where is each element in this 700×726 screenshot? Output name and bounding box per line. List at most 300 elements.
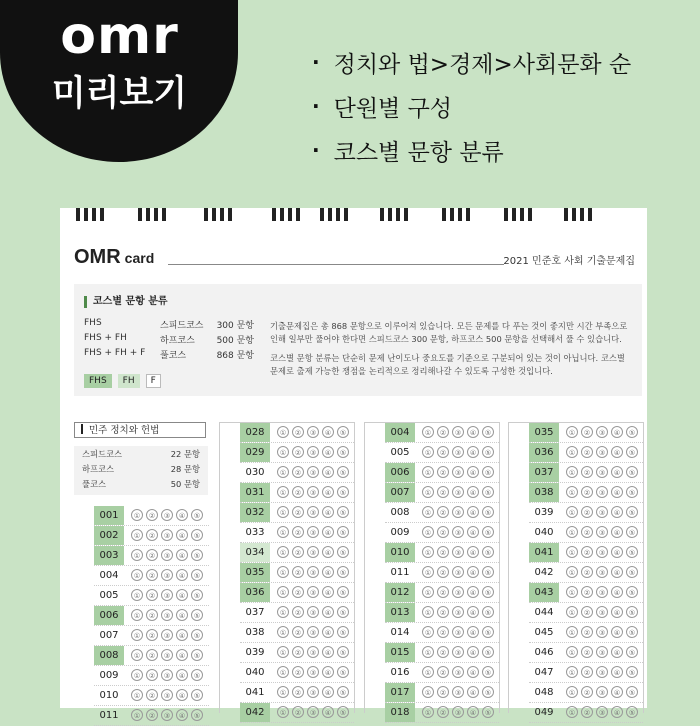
answer-bubble[interactable]: ③ <box>596 506 608 518</box>
answer-bubble[interactable]: ② <box>146 629 158 641</box>
answer-bubble[interactable]: ② <box>146 509 158 521</box>
answer-bubble[interactable]: ⑤ <box>626 646 638 658</box>
answer-bubble[interactable]: ① <box>277 566 289 578</box>
answer-bubble[interactable]: ① <box>277 486 289 498</box>
answer-bubble[interactable]: ② <box>581 566 593 578</box>
answer-bubble[interactable]: ② <box>292 426 304 438</box>
answer-bubble[interactable]: ① <box>277 526 289 538</box>
answer-bubble[interactable]: ② <box>437 426 449 438</box>
answer-bubble[interactable]: ⑤ <box>337 506 349 518</box>
answer-bubble[interactable]: ② <box>437 526 449 538</box>
answer-bubble[interactable]: ③ <box>161 569 173 581</box>
answer-bubble[interactable]: ⑤ <box>626 486 638 498</box>
answer-bubble[interactable]: ② <box>581 426 593 438</box>
answer-bubble[interactable]: ③ <box>452 626 464 638</box>
answer-bubble[interactable]: ③ <box>452 546 464 558</box>
answer-bubble[interactable]: ② <box>146 709 158 721</box>
answer-bubble[interactable]: ④ <box>176 549 188 561</box>
answer-bubble[interactable]: ④ <box>611 426 623 438</box>
answer-bubble[interactable]: ① <box>131 669 143 681</box>
answer-bubble[interactable]: ② <box>581 646 593 658</box>
answer-bubble[interactable]: ③ <box>452 586 464 598</box>
answer-row <box>385 443 499 463</box>
answer-bubble[interactable]: ① <box>422 606 434 618</box>
answer-bubble[interactable]: ⑤ <box>626 446 638 458</box>
answer-bubble[interactable]: ① <box>131 549 143 561</box>
answer-bubble[interactable]: ④ <box>611 646 623 658</box>
answer-bubble[interactable]: ⑤ <box>626 506 638 518</box>
answer-bubble[interactable]: ④ <box>467 426 479 438</box>
answer-bubble[interactable]: ① <box>277 706 289 718</box>
answer-bubble[interactable]: ⑤ <box>482 706 494 718</box>
answer-row <box>94 686 209 706</box>
answer-bubble[interactable]: ③ <box>161 549 173 561</box>
answer-row <box>240 623 354 643</box>
answer-bubble[interactable]: ② <box>581 546 593 558</box>
answer-bubble[interactable]: ④ <box>611 606 623 618</box>
answer-bubble[interactable]: ② <box>437 606 449 618</box>
answer-bubble[interactable]: ③ <box>596 626 608 638</box>
answer-bubble[interactable]: ⑤ <box>626 706 638 718</box>
answer-bubble[interactable]: ⑤ <box>482 626 494 638</box>
answer-bubble[interactable]: ③ <box>452 646 464 658</box>
answer-bubble[interactable]: ② <box>292 466 304 478</box>
answer-bubble[interactable]: ③ <box>596 446 608 458</box>
answer-bubble[interactable]: ④ <box>322 506 334 518</box>
answer-bubble[interactable]: ③ <box>307 526 319 538</box>
answer-bubble[interactable]: ③ <box>161 609 173 621</box>
answer-bubble[interactable]: ⑤ <box>337 646 349 658</box>
answer-bubble[interactable]: ③ <box>161 529 173 541</box>
answer-bubble[interactable]: ⑤ <box>337 626 349 638</box>
answer-bubble[interactable]: ② <box>292 566 304 578</box>
answer-bubble[interactable]: ⑤ <box>626 546 638 558</box>
answer-bubble[interactable]: ③ <box>307 466 319 478</box>
answer-bubble[interactable]: ④ <box>611 486 623 498</box>
answer-bubble[interactable]: ④ <box>467 586 479 598</box>
answer-bubble[interactable]: ④ <box>322 466 334 478</box>
answer-bubble[interactable]: ③ <box>596 526 608 538</box>
answer-row <box>385 583 499 603</box>
answer-bubble[interactable]: ② <box>437 686 449 698</box>
answer-bubble[interactable]: ③ <box>452 606 464 618</box>
answer-bubble[interactable]: ② <box>581 446 593 458</box>
answer-bubble[interactable]: ④ <box>322 626 334 638</box>
answer-bubble[interactable]: ① <box>131 609 143 621</box>
answer-bubble[interactable]: ④ <box>176 709 188 721</box>
answer-bubble[interactable]: ⑤ <box>191 689 203 701</box>
answer-bubble[interactable]: ② <box>292 506 304 518</box>
answer-bubble[interactable]: ⑤ <box>337 566 349 578</box>
answer-bubble[interactable]: ④ <box>467 566 479 578</box>
answer-bubble[interactable]: ⑤ <box>626 666 638 678</box>
feature-item: · 정치와 법>경제>사회문화 순 <box>312 50 632 78</box>
course-description: 기출문제집은 총 868 문항으로 이루어져 있습니다. 모든 문제를 다 푸는 것이 좋지만 시간 부족으로 인해 일부만 풀어야 한다면 스피드코스 300 문항, 하프코스 500 문항을 선택해서 풀 수 있습니다. 코스별 문항 분류는 단순히 문제 난이도나 중요도를 기준으로 구분되어 있는 것이 아닙니다. 코스별 문제로 출제 가능한 쟁점을 논리적으로 정리해나갈 수 있도록 구성한 것입니다. <box>270 321 628 376</box>
answer-bubble[interactable]: ① <box>277 666 289 678</box>
answer-bubble[interactable]: ② <box>146 529 158 541</box>
answer-bubble[interactable]: ④ <box>176 689 188 701</box>
answer-bubble[interactable]: ② <box>292 706 304 718</box>
answer-bubble[interactable]: ⑤ <box>626 566 638 578</box>
answer-bubble[interactable]: ② <box>146 689 158 701</box>
answer-row <box>94 606 209 626</box>
answer-bubble[interactable]: ② <box>292 646 304 658</box>
answer-bubble[interactable]: ② <box>437 486 449 498</box>
answer-bubble[interactable]: ⑤ <box>191 569 203 581</box>
answer-bubble[interactable]: ② <box>146 649 158 661</box>
answer-bubble[interactable]: ② <box>292 586 304 598</box>
answer-bubble[interactable]: ② <box>437 566 449 578</box>
answer-bubble[interactable]: ③ <box>307 546 319 558</box>
answer-bubble[interactable]: ④ <box>467 446 479 458</box>
answer-bubble[interactable]: ① <box>566 646 578 658</box>
answer-row <box>385 643 499 663</box>
answer-bubble[interactable]: ⑤ <box>482 526 494 538</box>
answer-bubble[interactable]: ⑤ <box>191 629 203 641</box>
answer-bubble[interactable]: ③ <box>596 426 608 438</box>
answer-bubble[interactable]: ⑤ <box>626 606 638 618</box>
answer-bubble[interactable]: ② <box>292 666 304 678</box>
answer-bubble[interactable]: ④ <box>176 509 188 521</box>
answer-bubble[interactable]: ③ <box>596 586 608 598</box>
answer-bubble[interactable]: ③ <box>452 446 464 458</box>
answer-bubble[interactable]: ③ <box>452 486 464 498</box>
answer-bubble[interactable]: ① <box>422 506 434 518</box>
answer-bubble[interactable]: ⑤ <box>482 666 494 678</box>
answer-bubble[interactable]: ④ <box>467 626 479 638</box>
answer-bubble[interactable]: ③ <box>161 509 173 521</box>
answer-bubble[interactable]: ⑤ <box>191 649 203 661</box>
answer-bubble[interactable]: ④ <box>611 686 623 698</box>
answer-bubble[interactable]: ④ <box>176 609 188 621</box>
timing-mark <box>320 208 324 221</box>
answer-bubble[interactable]: ④ <box>176 669 188 681</box>
answer-bubble[interactable]: ② <box>437 586 449 598</box>
answer-bubble[interactable]: ① <box>422 626 434 638</box>
answer-bubble[interactable]: ① <box>131 649 143 661</box>
answer-bubble[interactable]: ② <box>437 646 449 658</box>
answer-bubble[interactable]: ① <box>422 426 434 438</box>
answer-bubble[interactable]: ① <box>277 606 289 618</box>
answer-bubble[interactable]: ① <box>422 446 434 458</box>
answer-bubble[interactable]: ④ <box>611 446 623 458</box>
answer-bubble[interactable]: ⑤ <box>191 529 203 541</box>
answer-bubble[interactable]: ② <box>581 526 593 538</box>
answer-bubble[interactable]: ④ <box>467 646 479 658</box>
answer-bubble[interactable]: ① <box>566 606 578 618</box>
answer-bubble[interactable]: ① <box>277 446 289 458</box>
answer-bubble[interactable]: ② <box>292 686 304 698</box>
answer-bubble[interactable]: ① <box>131 589 143 601</box>
answer-bubble[interactable]: ① <box>566 426 578 438</box>
answer-bubble[interactable]: ① <box>422 706 434 718</box>
answer-bubble[interactable]: ⑤ <box>337 546 349 558</box>
answer-bubble[interactable]: ① <box>277 686 289 698</box>
answer-bubble[interactable]: ⑤ <box>626 626 638 638</box>
answer-bubble[interactable]: ① <box>422 666 434 678</box>
answer-bubble[interactable]: ④ <box>176 529 188 541</box>
answer-bubble[interactable]: ⑤ <box>191 509 203 521</box>
answer-bubble[interactable]: ④ <box>467 526 479 538</box>
answer-bubble[interactable]: ③ <box>307 686 319 698</box>
answer-bubble[interactable]: ② <box>292 526 304 538</box>
answer-bubble[interactable]: ② <box>146 589 158 601</box>
answer-bubble[interactable]: ② <box>146 669 158 681</box>
answer-bubble[interactable]: ④ <box>176 569 188 581</box>
answer-bubble[interactable]: ④ <box>467 706 479 718</box>
answer-bubble[interactable]: ④ <box>322 526 334 538</box>
answer-bubble[interactable]: ⑤ <box>337 586 349 598</box>
answer-bubble[interactable]: ① <box>566 586 578 598</box>
answer-bubble[interactable]: ③ <box>161 629 173 641</box>
answer-bubble[interactable]: ③ <box>307 706 319 718</box>
answer-bubble[interactable]: ① <box>566 506 578 518</box>
answer-bubble[interactable]: ③ <box>307 426 319 438</box>
answer-bubble[interactable]: ① <box>131 629 143 641</box>
answer-bubble[interactable]: ② <box>292 446 304 458</box>
timing-mark <box>504 208 508 221</box>
answer-bubble[interactable]: ③ <box>452 706 464 718</box>
answer-bubble[interactable]: ② <box>292 606 304 618</box>
answer-bubble[interactable]: ③ <box>161 709 173 721</box>
answer-bubble[interactable]: ⑤ <box>191 609 203 621</box>
answer-bubble[interactable]: ③ <box>596 666 608 678</box>
answer-bubble[interactable]: ① <box>131 689 143 701</box>
answer-bubble[interactable]: ⑤ <box>191 709 203 721</box>
answer-bubble[interactable]: ② <box>292 546 304 558</box>
answer-bubble[interactable]: ① <box>422 546 434 558</box>
answer-bubble[interactable]: ④ <box>467 486 479 498</box>
answer-bubble[interactable]: ④ <box>322 666 334 678</box>
answer-bubble[interactable]: ① <box>131 509 143 521</box>
answer-bubble[interactable]: ② <box>581 666 593 678</box>
answer-bubble[interactable]: ⑤ <box>482 506 494 518</box>
answer-bubble[interactable]: ③ <box>452 466 464 478</box>
answer-row <box>94 586 209 606</box>
answer-bubble[interactable]: ① <box>277 546 289 558</box>
answer-bubble[interactable]: ④ <box>611 586 623 598</box>
answer-bubble[interactable]: ③ <box>596 546 608 558</box>
answer-bubble[interactable]: ⑤ <box>626 426 638 438</box>
answer-bubble[interactable]: ④ <box>322 646 334 658</box>
answer-bubble[interactable]: ① <box>277 586 289 598</box>
answer-bubble[interactable]: ③ <box>452 686 464 698</box>
answer-bubble[interactable]: ③ <box>596 466 608 478</box>
answer-bubble[interactable]: ⑤ <box>482 566 494 578</box>
answer-bubble[interactable]: ③ <box>307 506 319 518</box>
answer-bubble[interactable]: ② <box>581 606 593 618</box>
answer-bubble[interactable]: ③ <box>596 646 608 658</box>
answer-bubble[interactable]: ① <box>566 466 578 478</box>
answer-bubble[interactable]: ① <box>277 506 289 518</box>
answer-bubble[interactable]: ③ <box>307 586 319 598</box>
answer-bubble[interactable]: ④ <box>322 706 334 718</box>
answer-bubble[interactable]: ④ <box>322 546 334 558</box>
answer-bubble[interactable]: ① <box>566 546 578 558</box>
answer-bubble[interactable]: ② <box>437 506 449 518</box>
answer-bubble[interactable]: ① <box>277 426 289 438</box>
answer-bubble[interactable]: ② <box>437 706 449 718</box>
answer-bubble[interactable]: ③ <box>452 566 464 578</box>
answer-bubble[interactable]: ④ <box>322 586 334 598</box>
answer-bubble[interactable]: ① <box>422 566 434 578</box>
answer-bubble[interactable]: ③ <box>452 426 464 438</box>
timing-mark <box>528 208 532 221</box>
answer-bubble[interactable]: ① <box>131 709 143 721</box>
answer-bubble[interactable]: ② <box>581 626 593 638</box>
answer-bubble[interactable]: ① <box>566 666 578 678</box>
answer-bubble[interactable]: ⑤ <box>482 606 494 618</box>
answer-bubble[interactable]: ③ <box>307 626 319 638</box>
answer-row <box>529 563 643 583</box>
answer-bubble[interactable]: ③ <box>307 606 319 618</box>
answer-bubble[interactable]: ④ <box>611 506 623 518</box>
answer-bubble[interactable]: ① <box>566 486 578 498</box>
answer-bubble[interactable]: ③ <box>161 689 173 701</box>
answer-bubble[interactable]: ④ <box>611 626 623 638</box>
answer-bubble[interactable]: ② <box>292 486 304 498</box>
answer-bubble[interactable]: ② <box>581 506 593 518</box>
answer-bubble[interactable]: ① <box>566 686 578 698</box>
answer-bubble[interactable]: ③ <box>596 566 608 578</box>
answer-bubble[interactable]: ① <box>131 569 143 581</box>
answer-bubble[interactable]: ④ <box>611 706 623 718</box>
question-number: 010 <box>99 690 119 701</box>
answer-bubble[interactable]: ⑤ <box>482 546 494 558</box>
answer-bubble[interactable]: ② <box>437 626 449 638</box>
answer-bubble[interactable]: ④ <box>322 446 334 458</box>
answer-row <box>529 643 643 663</box>
answer-bubble[interactable]: ② <box>437 446 449 458</box>
answer-bubble[interactable]: ⑤ <box>626 686 638 698</box>
answer-bubble[interactable]: ① <box>277 466 289 478</box>
answer-bubble[interactable]: ⑤ <box>337 706 349 718</box>
answer-bubble[interactable]: ① <box>566 566 578 578</box>
answer-bubble[interactable]: ⑤ <box>626 466 638 478</box>
answer-bubble[interactable]: ③ <box>307 646 319 658</box>
answer-bubble[interactable]: ④ <box>322 686 334 698</box>
course-row: FHS 스피드코스 300 문항 <box>84 318 254 331</box>
answer-bubble[interactable]: ⑤ <box>337 606 349 618</box>
answer-bubble[interactable]: ④ <box>611 526 623 538</box>
answer-bubble[interactable]: ③ <box>307 446 319 458</box>
answer-bubble[interactable]: ⑤ <box>482 466 494 478</box>
answer-bubble[interactable]: ⑤ <box>482 586 494 598</box>
answer-bubble[interactable]: ⑤ <box>626 526 638 538</box>
answer-bubble[interactable]: ① <box>131 529 143 541</box>
answer-bubble[interactable]: ③ <box>596 606 608 618</box>
answer-bubble[interactable]: ① <box>566 626 578 638</box>
answer-bubble[interactable]: ① <box>422 586 434 598</box>
answer-bubble[interactable]: ③ <box>161 589 173 601</box>
answer-bubble[interactable]: ③ <box>596 706 608 718</box>
answer-bubble[interactable]: ① <box>422 646 434 658</box>
answer-bubble[interactable]: ② <box>437 466 449 478</box>
question-number: 006 <box>94 606 124 625</box>
answer-bubble[interactable]: ⑤ <box>337 466 349 478</box>
answer-bubble[interactable]: ② <box>581 686 593 698</box>
answer-bubble[interactable]: ② <box>581 586 593 598</box>
answer-bubble[interactable]: ③ <box>161 669 173 681</box>
answer-bubble[interactable]: ④ <box>467 606 479 618</box>
answer-bubble[interactable]: ② <box>292 626 304 638</box>
answer-bubble[interactable]: ③ <box>596 486 608 498</box>
answer-bubble[interactable]: ⑤ <box>191 589 203 601</box>
answer-bubble[interactable]: ⑤ <box>482 426 494 438</box>
answer-bubble[interactable]: ⑤ <box>337 486 349 498</box>
answer-bubble[interactable]: ⑤ <box>482 486 494 498</box>
answer-bubble[interactable]: ③ <box>596 686 608 698</box>
answer-bubble[interactable]: ② <box>437 546 449 558</box>
answer-bubble[interactable]: ① <box>566 446 578 458</box>
answer-bubble[interactable]: ⑤ <box>191 549 203 561</box>
answer-bubble[interactable]: ④ <box>176 629 188 641</box>
answer-bubble[interactable]: ⑤ <box>337 446 349 458</box>
timing-mark <box>404 208 408 221</box>
answer-bubble[interactable]: ⑤ <box>626 586 638 598</box>
answer-bubble[interactable]: ⑤ <box>337 526 349 538</box>
answer-bubble[interactable]: ④ <box>611 546 623 558</box>
answer-bubble[interactable]: ① <box>277 626 289 638</box>
answer-bubble[interactable]: ③ <box>161 649 173 661</box>
answer-bubble[interactable]: ④ <box>467 466 479 478</box>
answer-bubble[interactable]: ④ <box>322 606 334 618</box>
answer-bubble[interactable]: ③ <box>307 566 319 578</box>
answer-bubble[interactable]: ③ <box>452 666 464 678</box>
answer-bubble[interactable]: ② <box>437 666 449 678</box>
answer-bubble[interactable]: ② <box>581 486 593 498</box>
timing-mark <box>466 208 470 221</box>
answer-bubble[interactable]: ④ <box>176 589 188 601</box>
answer-bubble[interactable]: ⑤ <box>482 446 494 458</box>
answer-bubble[interactable]: ④ <box>322 486 334 498</box>
answer-bubble[interactable]: ① <box>422 526 434 538</box>
answer-bubble[interactable]: ④ <box>611 566 623 578</box>
answer-bubble[interactable]: ④ <box>467 546 479 558</box>
answer-bubble[interactable]: ① <box>422 466 434 478</box>
answer-bubble[interactable]: ④ <box>611 466 623 478</box>
answer-bubble[interactable]: ② <box>146 609 158 621</box>
answer-bubble[interactable]: ④ <box>467 506 479 518</box>
answer-bubble[interactable]: ⑤ <box>191 669 203 681</box>
answer-bubble[interactable]: ① <box>422 486 434 498</box>
answer-bubble[interactable]: ⑤ <box>337 666 349 678</box>
question-number: 004 <box>99 570 119 581</box>
answer-bubble[interactable]: ④ <box>611 666 623 678</box>
answer-bubble[interactable]: ③ <box>452 506 464 518</box>
answer-bubble[interactable]: ④ <box>176 649 188 661</box>
answer-bubble[interactable]: ① <box>566 526 578 538</box>
answer-bubble[interactable]: ③ <box>452 526 464 538</box>
answer-bubble[interactable]: ① <box>277 646 289 658</box>
answer-bubble[interactable]: ④ <box>467 666 479 678</box>
answer-bubble[interactable]: ⑤ <box>337 426 349 438</box>
answer-bubble[interactable]: ① <box>422 686 434 698</box>
answer-bubble[interactable]: ② <box>146 569 158 581</box>
answer-bubble[interactable]: ② <box>581 706 593 718</box>
answer-bubble[interactable]: ③ <box>307 666 319 678</box>
answer-bubble[interactable]: ④ <box>322 566 334 578</box>
answer-bubble[interactable]: ⑤ <box>337 686 349 698</box>
answer-bubble[interactable]: ② <box>146 549 158 561</box>
answer-bubble[interactable]: ② <box>581 466 593 478</box>
answer-bubble[interactable]: ① <box>566 706 578 718</box>
answer-bubble[interactable]: ③ <box>307 486 319 498</box>
answer-bubble[interactable]: ④ <box>322 426 334 438</box>
answer-bubble[interactable]: ⑤ <box>482 686 494 698</box>
answer-bubble[interactable]: ④ <box>467 686 479 698</box>
answer-bubble[interactable]: ⑤ <box>482 646 494 658</box>
